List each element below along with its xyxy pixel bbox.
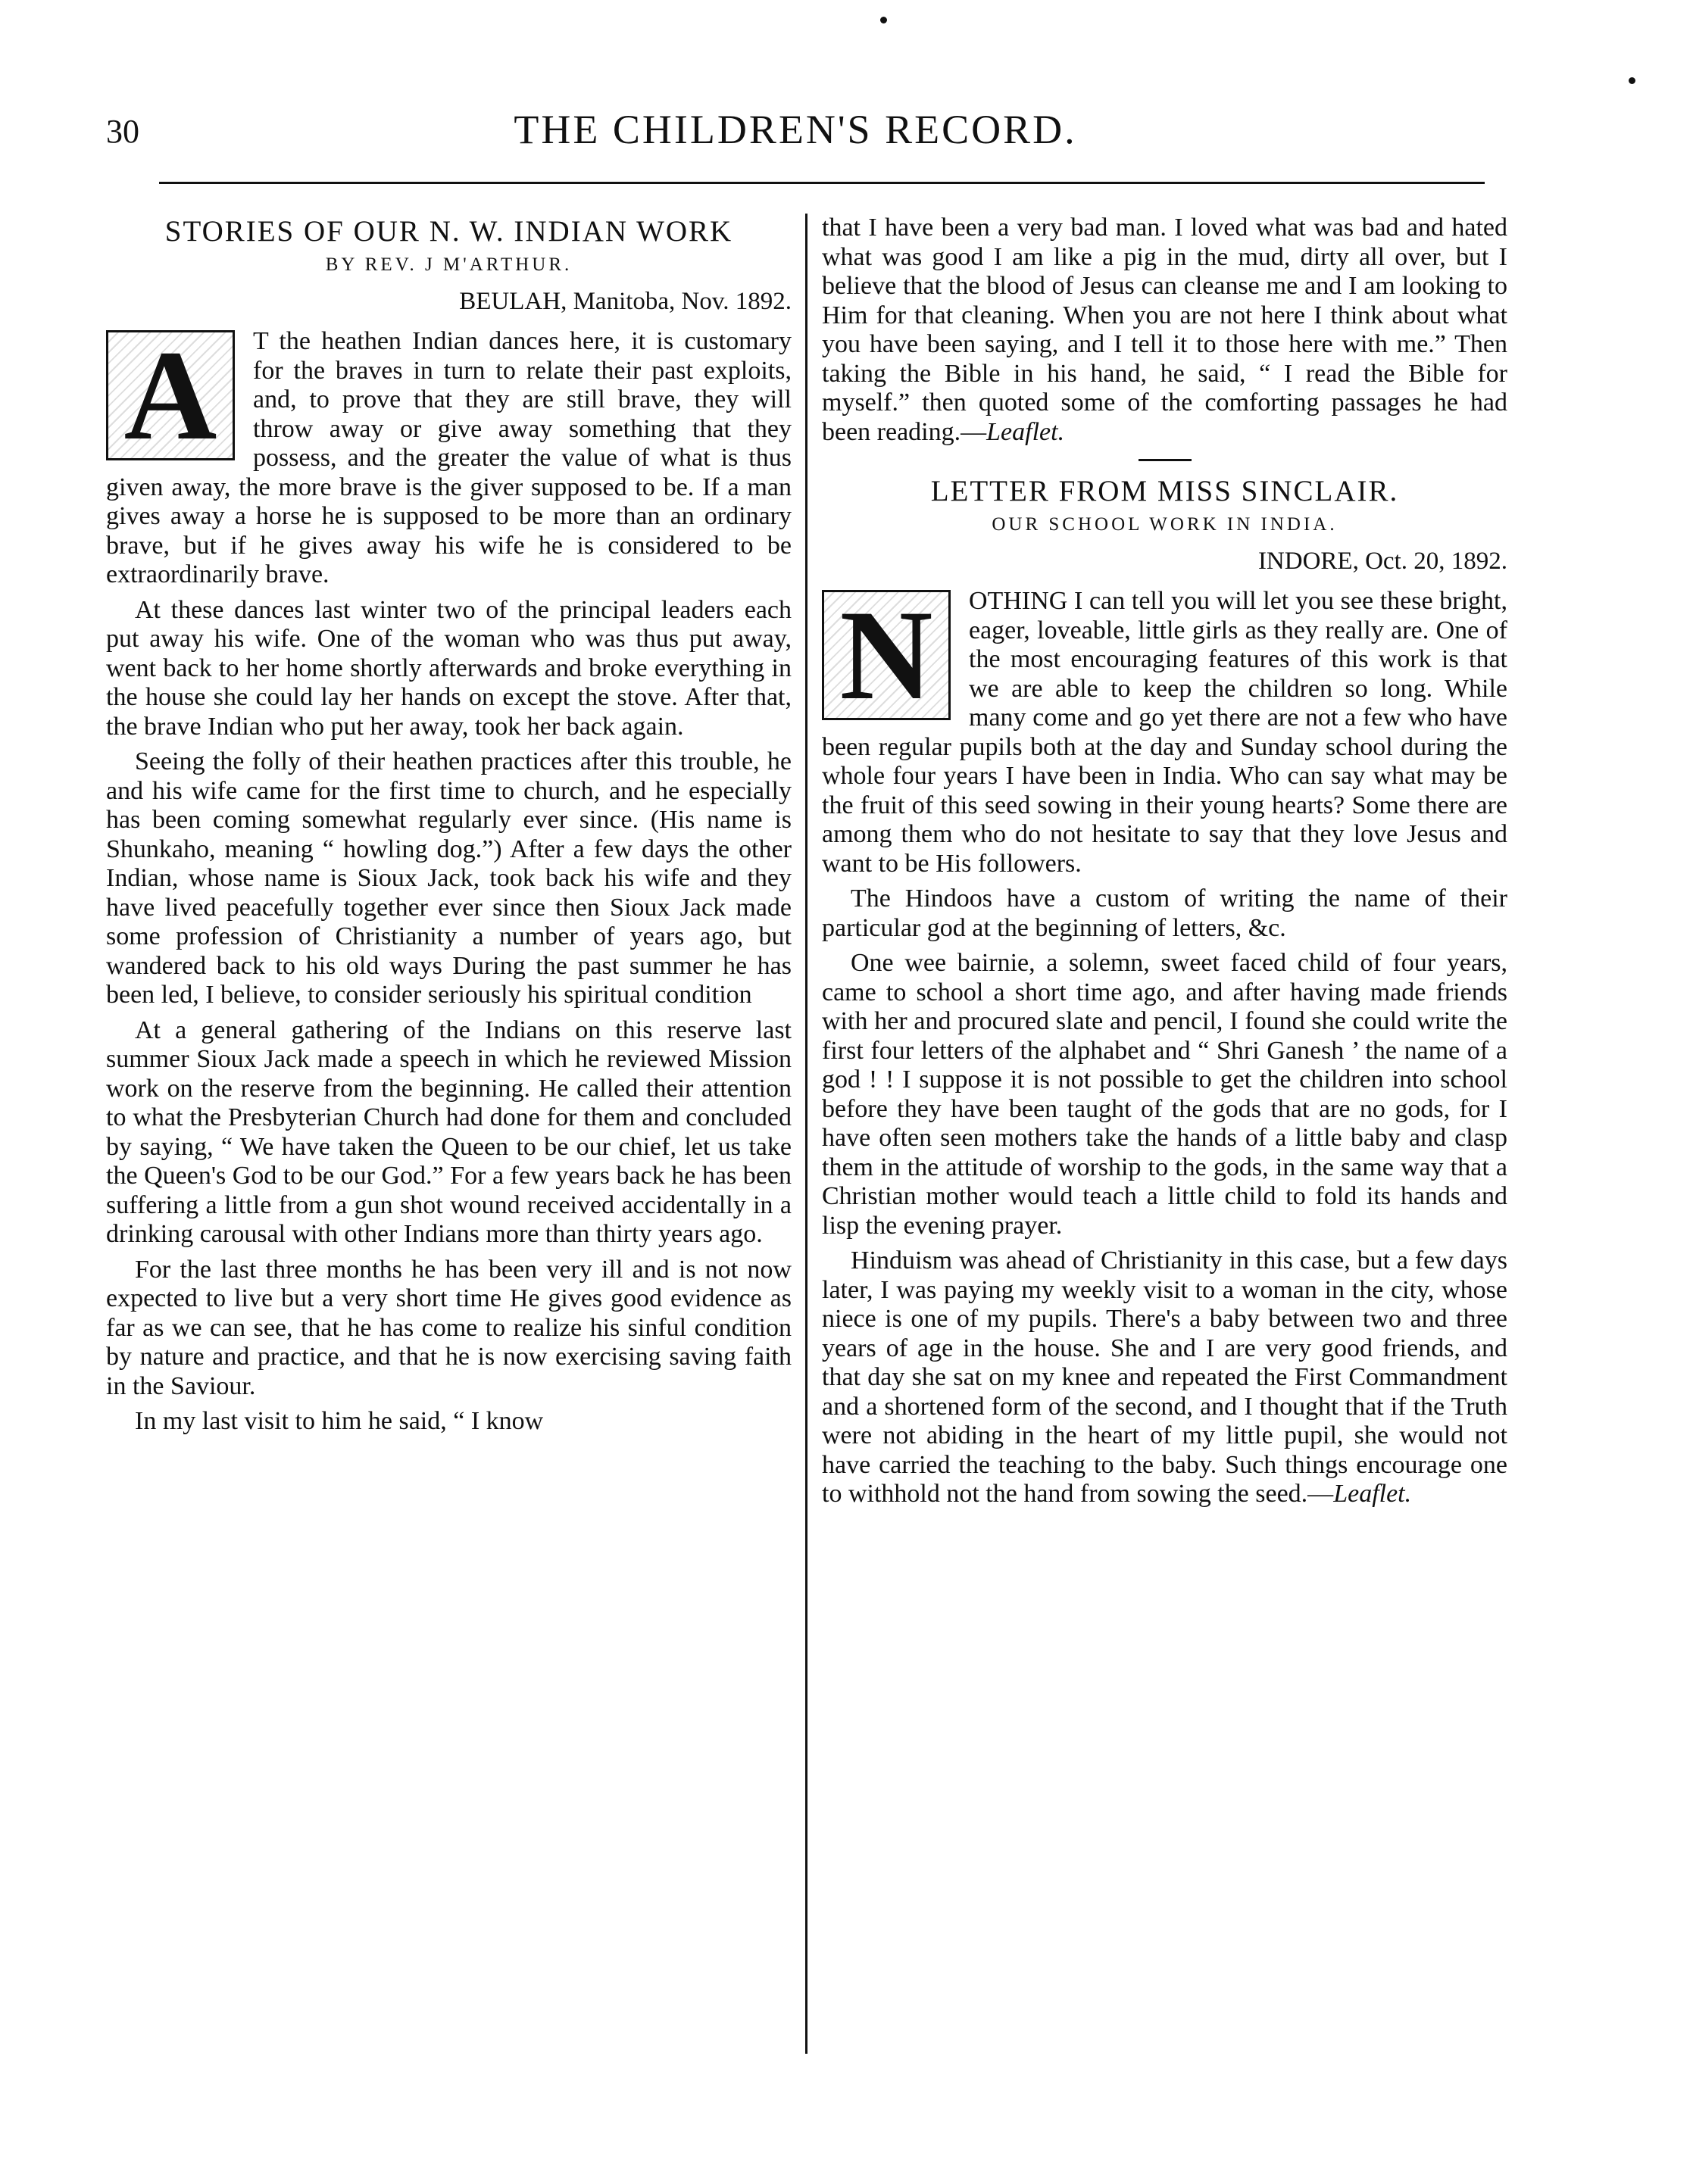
paragraph: At these dances last winter two of the principal leaders each put away his wife. One of the woman who was thus put away, went back to her home shortly afterwards and broke everything in the house she could lay her hands on except the stove. After that, the brave Indian who put her away, took her back again. (106, 595, 792, 741)
page-header (106, 106, 1485, 167)
stray-ink-dot (880, 17, 887, 23)
page-number: 30 (106, 113, 139, 150)
paragraph-text: that I have been a very bad man. I loved what was bad and hated what was good I am like a pig in the mud, dirty all over, but I believe that the blood of Jesus can cleanse me and I am looking to Him for that cleaning. When you are not here I think about what you have been saying, and I tell it to those here with me.” Then taking the Bible in his hand, he said, “ I read the Bible for myself.” then quoted some of the comforting passages he had been reading.— (822, 214, 1507, 446)
drop-cap: N (822, 590, 951, 720)
drop-cap: A (106, 330, 235, 460)
article-title: STORIES OF OUR N. W. INDIAN WORK (164, 215, 733, 248)
running-head: THE CHILDREN'S RECORD. (514, 107, 1077, 152)
paragraph: The Hindoos have a custom of writing the name of their particular god at the beginning of letters, &c. (822, 885, 1507, 942)
paragraph: T the heathen Indian dances here, it is customary for the braves in turn to relate their past exploits, and, to prove that they are still brave, they will throw away or give away something that they possess, and the greater the value of what is thus given away, the more brave is the giver supposed to be. If a man gives away a horse he is supposed to be more than an ordinary brave, but if he gives away his wife he is considered to be extraordinarily brave. (106, 327, 792, 588)
paragraph-continued (822, 214, 1507, 447)
header-rule (159, 182, 1485, 184)
article-title: LETTER FROM MISS SINCLAIR. (930, 475, 1399, 507)
paragraph: One wee bairnie, a solemn, sweet faced child of four years, came to school a short time ago, and after having made friends with her and procured slate and pencil, I found she could write the first four letters of the alphabet and “ Shri Ganesh ’ the name of a god ! ! I suppose it is not possible to get the children into school before they have been taught of the gods that are no gods, for I have often seen mothers take the hands of a little baby and clasp them in the attitude of worship to the gods, in the same way that a Christian mother would teach a little child to fold its hands and lisp the evening prayer. (822, 949, 1507, 1240)
paragraph: Seeing the folly of their heathen practices after this trouble, he and his wife came for the first time to church, and he especially has been coming somewhat regularly ever since. (His name is Shunkaho, meaning “ howling dog.”) After a few days the other Indian, whose name is Sioux Jack, took back his wife and they have lived peacefully together ever since then Sioux Jack made some profession of Christianity a number of years ago, but wandered back to his old ways During the past summer he has been led, I believe, to consider seriously his spiritual condition (106, 747, 792, 1009)
left-column (106, 214, 792, 1443)
paragraph: OTHING I can tell you will let you see these bright, eager, loveable, little girls as they really are. One of the most encouraging features of this work is that we are able to keep the children so long. While many come and go yet there are not a few who have been regular pupils both at the day and Sunday school during the whole four years I have been in India. Who can say what may be the fruit of this seed sowing in their young hearts? Some there are among them who do not hesitate to say that they love Jesus and want to be His followers. (822, 587, 1507, 878)
article-byline: BY REV. J M'ARTHUR. (325, 254, 573, 275)
paragraph: At a general gathering of the Indians on this reserve last summer Sioux Jack made a speech in which he reviewed Mission work on the reserve from the beginning. He called their attention to what the Presbyterian Church had done for them and concluded by saying, “ We have taken the Queen to be our chief, let us take the Queen's God to be our God.” For a few years back he has been suffering a little from a gun shot wound received accidentally in a drinking carousal with other Indians more than thirty years ago. (106, 1016, 792, 1248)
paragraph: For the last three months he has been very ill and is not now expected to live but a very short time He gives good evidence as far as we can see, that he has come to realize his sinful condition by nature and practice, and that he is now exercising saving faith in the Saviour. (106, 1255, 792, 1400)
article-subtitle: OUR SCHOOL WORK IN INDIA. (992, 514, 1338, 535)
stray-ink-dot (1629, 77, 1635, 84)
column-rule (805, 214, 807, 2054)
source-credit: Leaflet. (986, 417, 1065, 446)
right-column (822, 214, 1507, 1515)
paragraph (822, 1246, 1507, 1509)
article-dateline: INDORE, Oct. 20, 1892. (1257, 548, 1507, 575)
article-dateline: BEULAH, Manitoba, Nov. 1892. (459, 288, 792, 315)
section-separator (1139, 459, 1192, 461)
paragraph-text: Hinduism was ahead of Christianity in this case, but a few days later, I was paying my weekly visit to a woman in the city, whose niece is one of my pupils. There's a baby between two and three years of age in the house. She and I are very good friends, and that day she sat on my knee and repeated the First Commandment and a shortened form of the second, and I thought that if the Truth were not abiding in the heart of my little pupil, she would not have carried the teaching to the baby. Such things encourage one to withhold not the hand from sowing the seed.— (822, 1246, 1507, 1508)
source-credit: Leaflet. (1333, 1480, 1412, 1508)
paragraph: In my last visit to him he said, “ I know (135, 1407, 544, 1435)
